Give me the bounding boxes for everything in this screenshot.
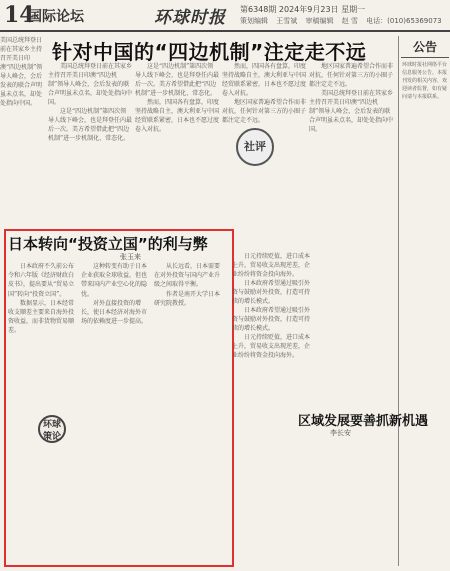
- masthead: [0, 0, 450, 32]
- editorial-stamp: 社评: [236, 128, 274, 166]
- feature-headline: 日本转向“投资立国”的利与弊: [8, 235, 208, 253]
- paragraph: 这是“四边机制”第四次领导人线下峰会，也是拜登任内最后一次。美方希望借此把“四边机制”进一步机制化、常态化。: [48, 108, 132, 142]
- text-column: [48, 62, 132, 248]
- paragraph: 数据显示，日本经常收支顺差主要来自海外投资收益，而非货物贸易顺差。: [8, 299, 75, 335]
- notice-body: 环球时报社网络平台信息服务公告。本报刊发的相关内容，欢迎读者监督，如有疑问请与本报联系。: [402, 62, 448, 100]
- regional-headline: 区域发展要善抓新机遇: [298, 414, 429, 429]
- paragraph: 然而，四国各有盘算，印度坚持战略自主，澳大利亚与中国经贸联系紧密，日本也不愿过度卷入对抗。: [135, 99, 219, 133]
- text-column: [8, 262, 78, 560]
- text-column: [154, 262, 224, 560]
- left-strip-text: 美国总统拜登日前在其家乡主持召开美日印澳“四边机制”领导人峰会，会后发表的联合声明虽未点名，却处处指向中国。: [0, 37, 43, 107]
- notice-title: 公告: [401, 36, 449, 58]
- feature-article-body: [8, 262, 228, 560]
- editor-credits: [240, 16, 448, 26]
- text-column: [81, 262, 151, 560]
- text-column: [232, 252, 312, 306]
- section-title: 国际论坛: [28, 9, 84, 25]
- notice-column: [398, 36, 450, 566]
- editor-name: 王雪斌: [276, 17, 298, 25]
- text-column: [135, 62, 219, 248]
- paragraph: 日本政府希望通过吸引外资与鼓励对外投资，打造可持续的增长模式。: [232, 307, 311, 332]
- editor-role: 审稿编辑: [305, 17, 334, 25]
- page-number: 14: [4, 2, 35, 28]
- text-column: [232, 306, 312, 360]
- lead-article-body: [48, 62, 396, 248]
- paragraph: 日本政府不久前公布令和六年版《经济财政白皮书》，提出要从“贸易立国”转向“投资立国”。: [8, 263, 75, 298]
- paragraph: 对外直接投资的增长，使日本经济对海外市场的依赖度进一步提高。: [81, 299, 148, 326]
- paragraph: 这种转变有助于日本企业获取全球收益，但也带来国内产业空心化的隐忧。: [81, 263, 148, 298]
- paragraph: 日元持续贬值，进口成本上升，贸易收支出现逆差，企业纷纷将资金投向海外。: [232, 253, 311, 278]
- lead-headline: 针对中国的“四边机制”注定走不远: [52, 40, 367, 64]
- paragraph: 日元持续贬值，进口成本上升，贸易收支出现逆差，企业纷纷将资金投向海外。: [232, 334, 311, 359]
- regional-byline: 李长安: [330, 429, 351, 437]
- paragraph: 这是“四边机制”第四次领导人线下峰会，也是拜登任内最后一次。美方希望借此把“四边机制”进一步机制化、常态化。: [135, 63, 219, 97]
- feature-byline: 张玉来: [120, 253, 141, 261]
- editor-phone: 电话：(010)65369073: [366, 17, 442, 25]
- paragraph: 作者是南开大学日本研究院教授。: [154, 290, 221, 307]
- dateline: 第6348期 2024年9月23日 星期一: [240, 5, 366, 14]
- paragraph: 美国总统拜登日前在其家乡主持召开美日印澳“四边机制”领导人峰会，会后发表的联合声明虽未点名，却处处指向中国。: [48, 63, 132, 106]
- paragraph: 日本政府希望通过吸引外资与鼓励对外投资，打造可持续的增长模式。: [232, 280, 311, 305]
- editor-name: 赵 雪: [341, 17, 358, 25]
- paragraph: 地区国家普遍希望合作而非对抗，任何针对第三方的小圈子都注定走不远。: [222, 99, 306, 124]
- text-column: [309, 62, 393, 248]
- column-seal: 环球策论: [38, 415, 66, 443]
- newspaper-brand: 环球时报: [154, 8, 226, 28]
- paragraph: 美国总统拜登日前在其家乡主持召开美日印澳“四边机制”领导人峰会，会后发表的联合声明虽未点名，却处处指向中国。: [309, 90, 393, 133]
- paragraph: 然而，四国各有盘算，印度坚持战略自主，澳大利亚与中国经贸联系紧密，日本也不愿过度卷入对抗。: [222, 63, 306, 97]
- paragraph: 从长远看，日本需要在对外投资与国内产业升级之间取得平衡。: [154, 263, 221, 289]
- editor-role: 策划编辑: [240, 17, 268, 25]
- paragraph: 地区国家普遍希望合作而非对抗，任何针对第三方的小圈子都注定走不远。: [309, 63, 393, 88]
- right-article-body: [232, 252, 396, 562]
